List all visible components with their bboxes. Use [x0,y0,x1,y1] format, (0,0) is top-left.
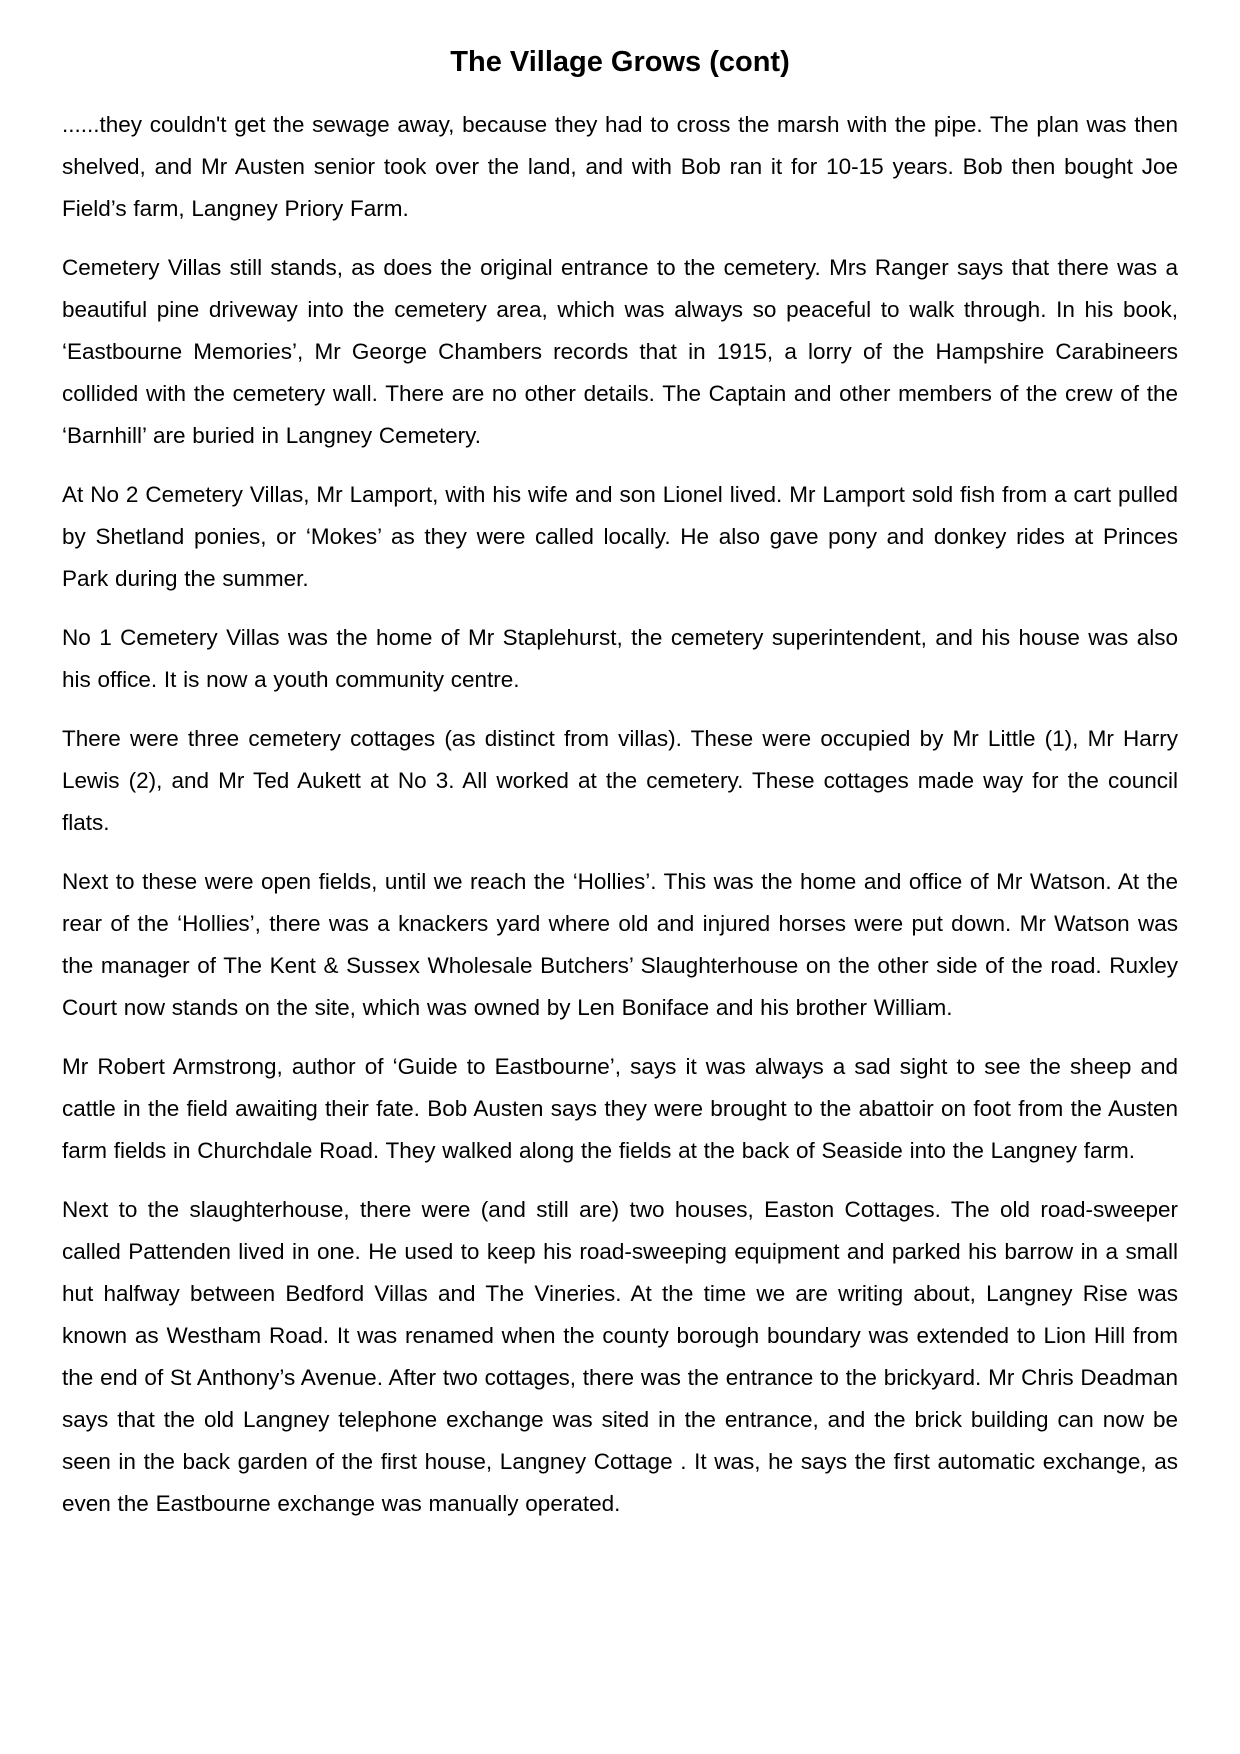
paragraph-cemetery-villas: Cemetery Villas still stands, as does the original entrance to the cemetery. Mrs Ranger says that there was a beautiful pine driveway into the cemetery area, which was always so peaceful to walk through. In his book, ‘Eastbourne Memories’, Mr George Chambers records that in 1915, a lorry of the Hampshire Carabineers collided with the cemetery wall. There are no other details. The Captain and other members of the crew of the ‘Barnhill’ are buried in Langney Cemetery. [62,254,1178,448]
paragraph-hollies-slaughterhouse: Next to these were open fields, until we reach the ‘Hollies’. This was the home and office of Mr Watson. At the rear of the ‘Hollies’, there was a knackers yard where old and injured horses were put down. Mr Watson was the manager of The Kent & Sussex Wholesale Butchers’ Slaughterhouse on the other side of the road. Ruxley Court now stands on the site, which was owned by Len Boniface and his brother William. [62,868,1178,1020]
paragraph-sewage-plan: ......they couldn't get the sewage away, because they had to cross the marsh with the pipe. The plan was then shelved, and Mr Austen senior took over the land, and with Bob ran it for 10-15 years. Bob then bought Joe Field’s farm, Langney Priory Farm. [62,111,1178,221]
paragraph-no1-cemetery-villas: No 1 Cemetery Villas was the home of Mr Staplehurst, the cemetery superintendent, and his house was also his office. It is now a youth community centre. [62,624,1178,692]
paragraph-cemetery-cottages: There were three cemetery cottages (as distinct from villas). These were occupied by Mr Little (1), Mr Harry Lewis (2), and Mr Ted Aukett at No 3. All worked at the cemetery. These cottages made way for the council flats. [62,725,1178,835]
paragraph-no2-cemetery-villas: At No 2 Cemetery Villas, Mr Lamport, with his wife and son Lionel lived. Mr Lamport sold fish from a cart pulled by Shetland ponies, or ‘Mokes’ as they were called locally. He also gave pony and donkey rides at Princes Park during the summer. [62,481,1178,591]
paragraph-robert-armstrong: Mr Robert Armstrong, author of ‘Guide to Eastbourne’, says it was always a sad sight to see the sheep and cattle in the field awaiting their fate. Bob Austen says they were brought to the abattoir on foot from the Austen farm fields in Churchdale Road. They walked along the fields at the back of Seaside into the Langney farm. [62,1053,1178,1163]
paragraph-easton-cottages-brickyard: Next to the slaughterhouse, there were (and still are) two houses, Easton Cottages. The old road-sweeper called Pattenden lived in one. He used to keep his road-sweeping equipment and parked his barrow in a small hut halfway between Bedford Villas and The Vineries. At the time we are writing about, Langney Rise was known as Westham Road. It was renamed when the county borough boundary was extended to Lion Hill from the end of St Anthony’s Avenue. After two cottages, there was the entrance to the brickyard. Mr Chris Deadman says that the old Langney telephone exchange was sited in the entrance, and the brick building can now be seen in the back garden of the first house, Langney Cottage . It was, he says the first automatic exchange, as even the Eastbourne exchange was manually operated. [62,1196,1178,1516]
page-title: The Village Grows (cont) [450,46,790,78]
